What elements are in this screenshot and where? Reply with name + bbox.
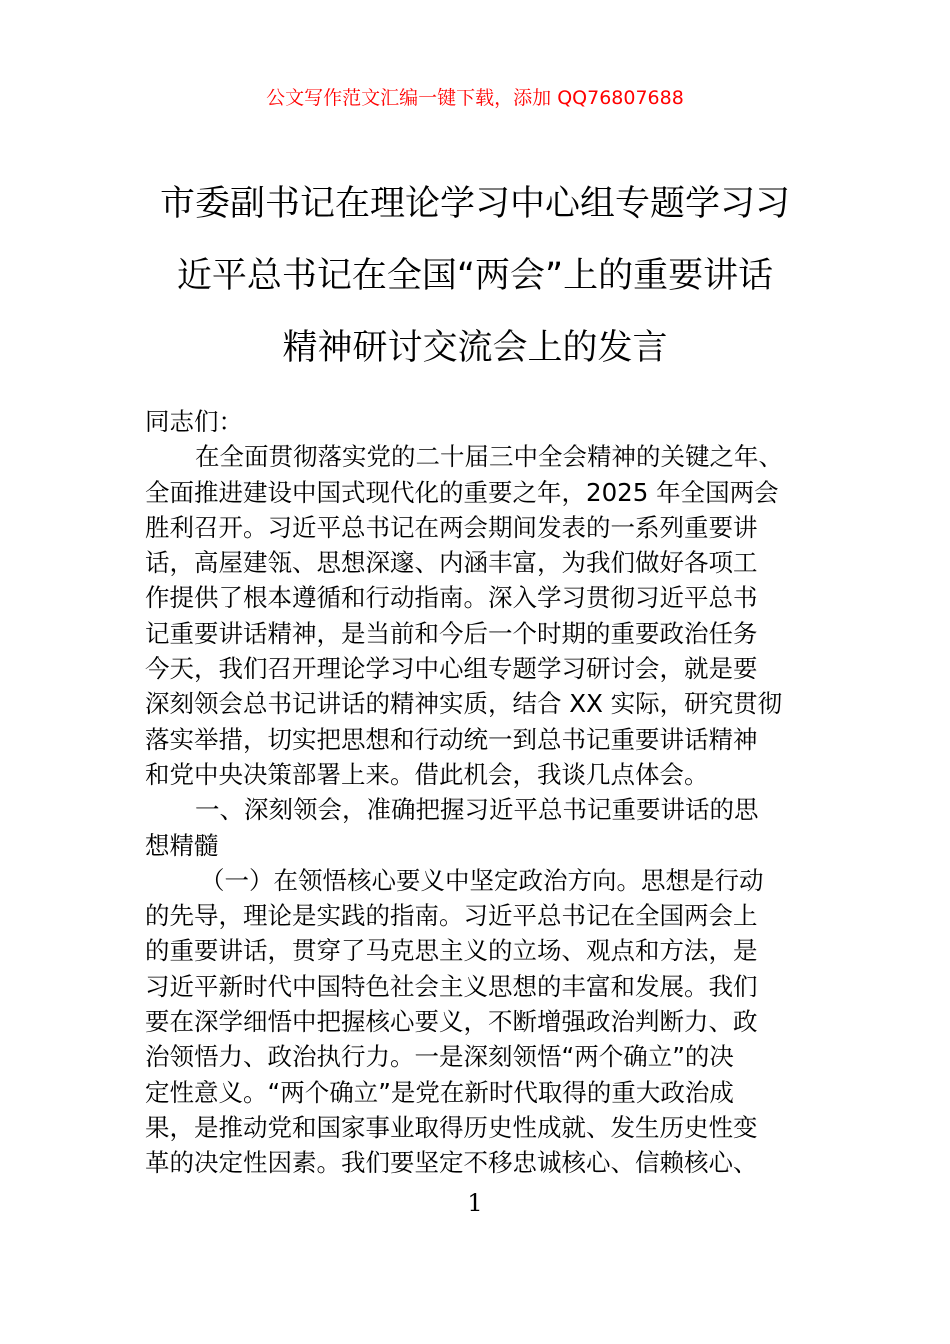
body-line: 的先导，理论是实践的指南。习近平总书记在全国两会上 xyxy=(145,901,758,931)
body-line: 作提供了根本遵循和行动指南。深入学习贯彻习近平总书 xyxy=(145,583,758,613)
body-line: 话，高屋建瓴、思想深邃、内涵丰富，为我们做好各项工 xyxy=(145,548,758,578)
body-line: 在全面贯彻落实党的二十届三中全会精神的关键之年、 xyxy=(195,442,783,472)
body-line: 和党中央决策部署上来。借此机会，我谈几点体会。 xyxy=(145,759,709,789)
body-line: 胜利召开。习近平总书记在两会期间发表的一系列重要讲 xyxy=(145,512,758,542)
salutation: 同志们： xyxy=(145,407,243,436)
body-line: 记重要讲话精神，是当前和今后一个时期的重要政治任务 xyxy=(145,618,758,648)
body-line: 要在深学细悟中把握核心要义，不断增强政治判断力、政 xyxy=(145,1007,758,1037)
section-heading-1: 一、深刻领会，准确把握习近平总书记重要讲话的思 xyxy=(195,795,759,825)
body-line: 果，是推动党和国家事业取得历史性成就、发生历史性变 xyxy=(145,1112,758,1142)
body-line: 全面推进建设中国式现代化的重要之年，2025 年全国两会 xyxy=(145,477,779,507)
body-line: 深刻领会总书记讲话的精神实质，结合 XX 实际，研究贯彻 xyxy=(145,689,783,719)
section-heading-1-cont: 想精髓 xyxy=(145,830,219,860)
body-line: 革的决定性因素。我们要坚定不移忠诚核心、信赖核心、 xyxy=(145,1148,758,1178)
body-line: 习近平新时代中国特色社会主义思想的丰富和发展。我们 xyxy=(145,971,758,1001)
document-body xyxy=(145,404,835,1181)
body-line: 定性意义。“两个确立”是党在新时代取得的重大政治成 xyxy=(145,1077,734,1107)
document-title xyxy=(100,168,850,384)
subsection-heading-1: （一）在领悟核心要义中坚定政治方向。思想是行动 xyxy=(200,865,764,895)
watermark-banner: 公文写作范文汇编一键下载，添加 QQ76807688 xyxy=(266,87,684,109)
body-line: 今天，我们召开理论学习中心组专题学习研讨会，就是要 xyxy=(145,654,758,684)
body-line: 落实举措，切实把思想和行动统一到总书记重要讲话精神 xyxy=(145,724,758,754)
page-number: 1 xyxy=(467,1189,483,1217)
title-line-1: 市委副书记在理论学习中心组专题学习习 xyxy=(159,184,790,224)
body-line: 治领悟力、政治执行力。一是深刻领悟“两个确立”的决 xyxy=(145,1042,734,1072)
title-line-2: 近平总书记在全国“两会”上的重要讲话 xyxy=(176,256,774,296)
body-line: 的重要讲话，贯穿了马克思主义的立场、观点和方法，是 xyxy=(145,936,758,966)
title-line-3: 精神研讨交流会上的发言 xyxy=(282,328,668,368)
